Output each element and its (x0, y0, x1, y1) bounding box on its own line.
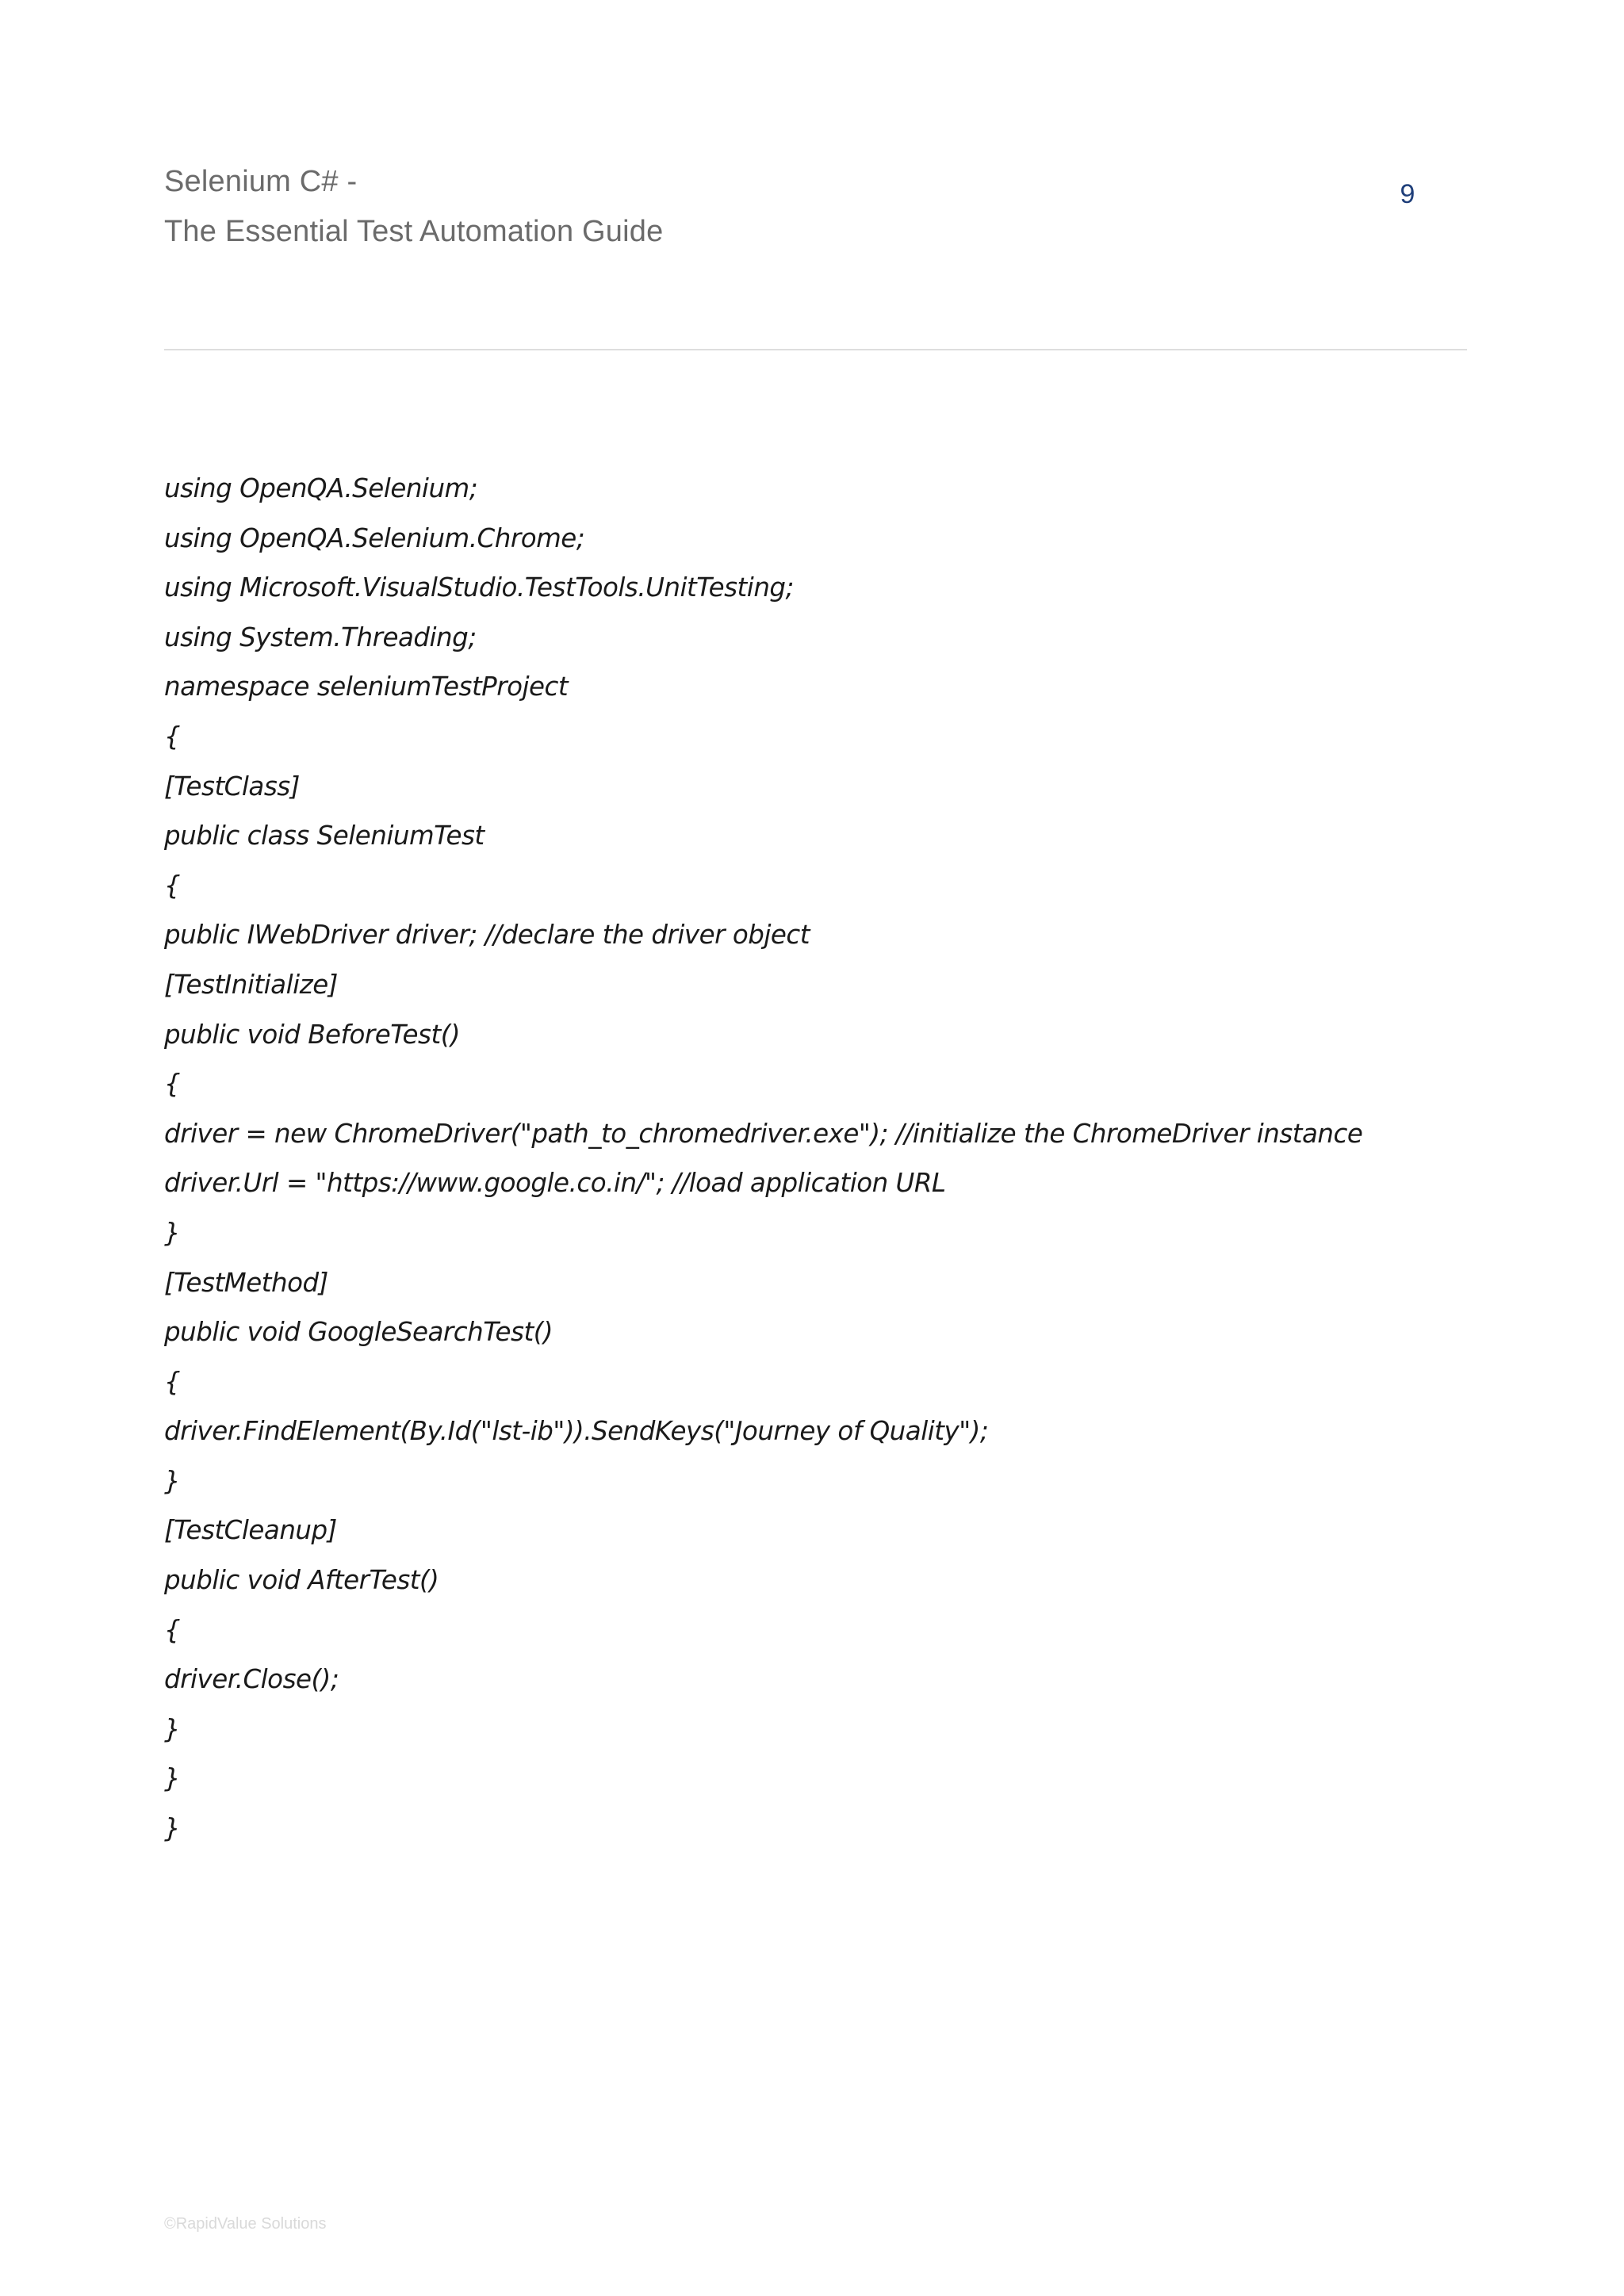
document-title-line-2: The Essential Test Automation Guide (164, 215, 664, 248)
code-line: public void GoogleSearchTest() (164, 1317, 553, 1348)
code-line: driver.FindElement(By.Id("lst-ib")).SendKeys("Journey of Quality"); (164, 1416, 989, 1447)
document-title (164, 157, 663, 257)
code-line: } (164, 1713, 181, 1744)
code-line: driver = new ChromeDriver("path_to_chromedriver.exe"); //initialize the ChromeDriver instance (164, 1118, 1363, 1149)
code-line: [TestCleanup] (164, 1515, 337, 1546)
code-line: public class SeleniumTest (164, 821, 485, 851)
header-divider (164, 349, 1467, 350)
code-line: { (164, 1069, 181, 1100)
code-line: } (164, 1813, 181, 1844)
code-line: { (164, 1614, 181, 1645)
code-line: { (164, 1366, 181, 1397)
code-line: driver.Close(); (164, 1664, 339, 1695)
code-listing (164, 464, 1480, 1854)
code-line: [TestInitialize] (164, 969, 338, 1000)
code-line: driver.Url = "https://www.google.co.in/"; //load application URL (164, 1168, 946, 1199)
code-line: } (164, 1217, 181, 1248)
code-line: public void AfterTest() (164, 1565, 439, 1596)
footer-copyright: ©RapidValue Solutions (164, 2215, 327, 2233)
code-line: [TestClass] (164, 771, 300, 802)
code-line: using System.Threading; (164, 622, 477, 652)
code-line: { (164, 870, 181, 901)
page-number: 9 (1400, 179, 1415, 209)
code-line: { (164, 721, 181, 752)
code-line: public IWebDriver driver; //declare the driver object (164, 920, 810, 951)
code-line: namespace seleniumTestProject (164, 672, 569, 702)
code-line: using Microsoft.VisualStudio.TestTools.UnitTesting; (164, 572, 794, 603)
code-line: using OpenQA.Selenium.Chrome; (164, 522, 585, 553)
code-line: using OpenQA.Selenium; (164, 473, 478, 503)
code-line: } (164, 1465, 181, 1496)
code-line: } (164, 1763, 181, 1794)
code-line: public void BeforeTest() (164, 1019, 461, 1050)
document-title-line-1: Selenium C# - (164, 165, 358, 198)
code-line: [TestMethod] (164, 1267, 328, 1298)
